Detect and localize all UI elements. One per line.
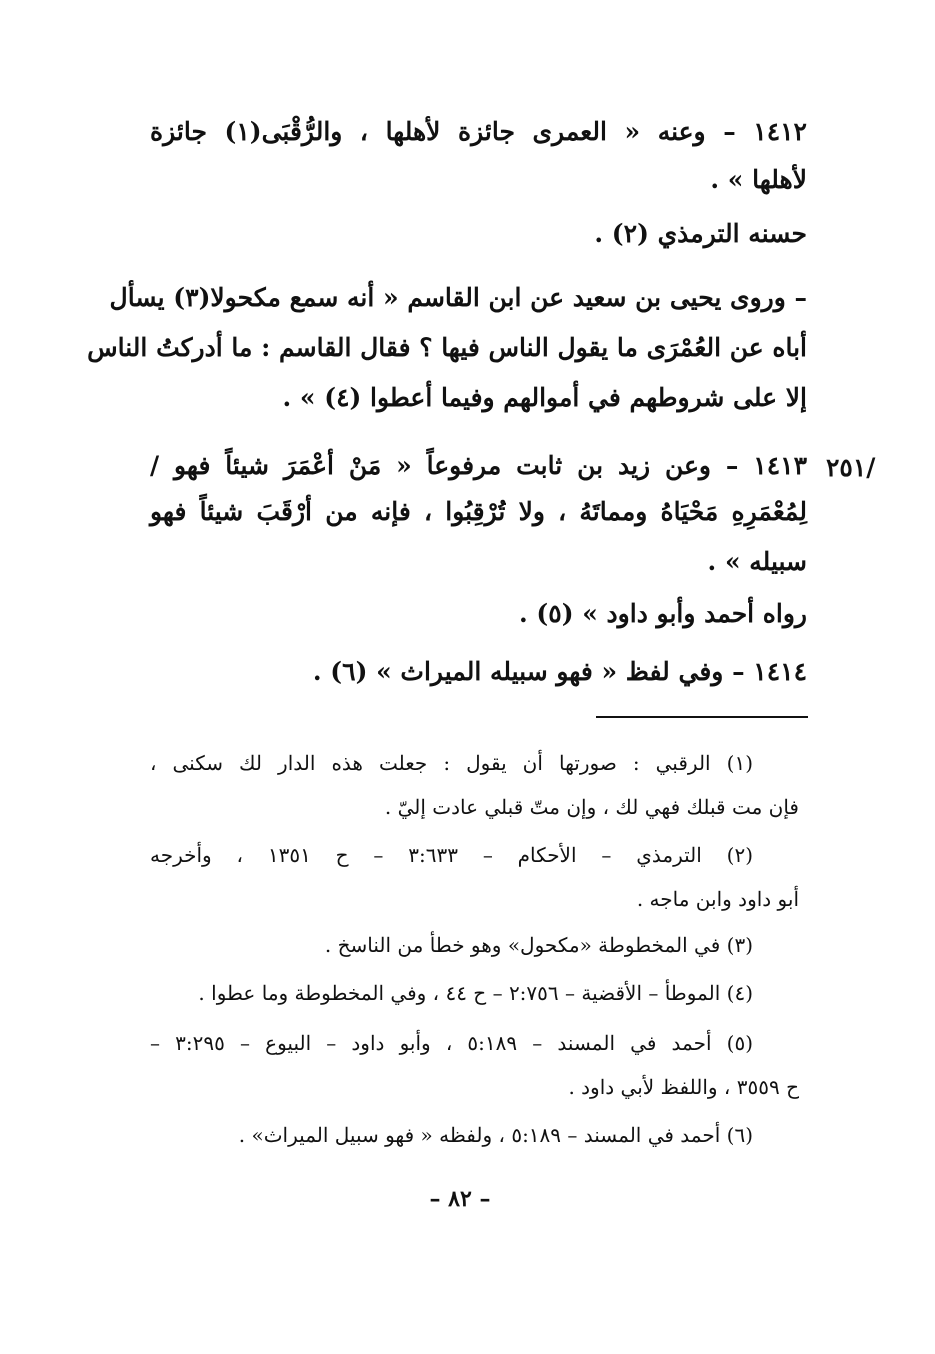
footnote-2-line-1: (٢) الترمذي – الأحكام – ٣:٦٣٣ – ح ١٣٥١ ، وأخرجه bbox=[150, 843, 753, 867]
footnote-5-line-2: ح ٣٥٥٩ ، واللفظ لأبي داود . bbox=[568, 1075, 799, 1099]
footnote-1-line-2: فإن مت قبلك فهي لك ، وإن متّ قبلي عادت إليّ . bbox=[384, 795, 799, 819]
hadith-1412-line-2: لأهلها » . bbox=[710, 165, 807, 194]
footnote-4: (٤) الموطأ – الأقضية – ٢:٧٥٦ – ح ٤٤ ، وفي المخطوطة وما عطوا . bbox=[198, 981, 753, 1005]
footnote-divider bbox=[596, 716, 808, 718]
footnote-1-line-1: (١) الرقبي : صورتها أن يقول : جعلت هذه الدار لك سكنى ، bbox=[150, 751, 753, 775]
hadith-1413-source: رواه أحمد وأبو داود » (٥) . bbox=[519, 599, 807, 628]
qasim-report-line-1: – وروى يحيى بن سعيد عن ابن القاسم « أنه سمع مكحولا(٣) يسأل bbox=[109, 283, 807, 312]
hadith-1413-line-1: ١٤١٣ – وعن زيد بن ثابت مرفوعاً « مَنْ أعْمَرَ شيئاً فهو / bbox=[150, 451, 807, 480]
hadith-1413-line-2: لِمُعْمَرِهِ مَحْيَاهُ ومماتَهُ ، ولا تُرْقِبُوا ، فإنه من أرْقَبَ شيئاً فهو bbox=[150, 497, 807, 526]
qasim-report-line-2: أباه عن العُمْرَى ما يقول الناس فيها ؟ فقال القاسم : ما أدركتُ الناس bbox=[87, 333, 807, 362]
hadith-1412-line-1: ١٤١٢ – وعنه « العمرى جائزة لأهلها ، والرُّقْبَى(١) جائزة bbox=[150, 117, 807, 146]
qasim-report-line-3: إلا على شروطهم في أموالهم وفيما أعطوا (٤) » . bbox=[282, 383, 807, 412]
hadith-1414: ١٤١٤ – وفي لفظ « فهو سبيله الميراث » (٦) . bbox=[312, 657, 807, 686]
page-number: – ٨٢ – bbox=[429, 1186, 491, 1212]
hadith-1412-source: حسنه الترمذي (٢) . bbox=[594, 219, 807, 248]
footnote-5-line-1: (٥) أحمد في المسند – ٥:١٨٩ ، وأبو داود – البيوع – ٣:٢٩٥ – bbox=[150, 1031, 753, 1055]
footnote-6: (٦) أحمد في المسند – ٥:١٨٩ ، ولفظه « فهو سبيل الميراث» . bbox=[238, 1123, 753, 1147]
margin-marker: ٢٥١/ bbox=[826, 453, 876, 482]
footnote-2-line-2: أبو داود وابن ماجه . bbox=[636, 887, 799, 911]
footnote-3: (٣) في المخطوطة «مكحول» وهو خطأ من الناسخ . bbox=[324, 933, 753, 957]
hadith-1413-line-3: سبيله » . bbox=[707, 547, 807, 576]
